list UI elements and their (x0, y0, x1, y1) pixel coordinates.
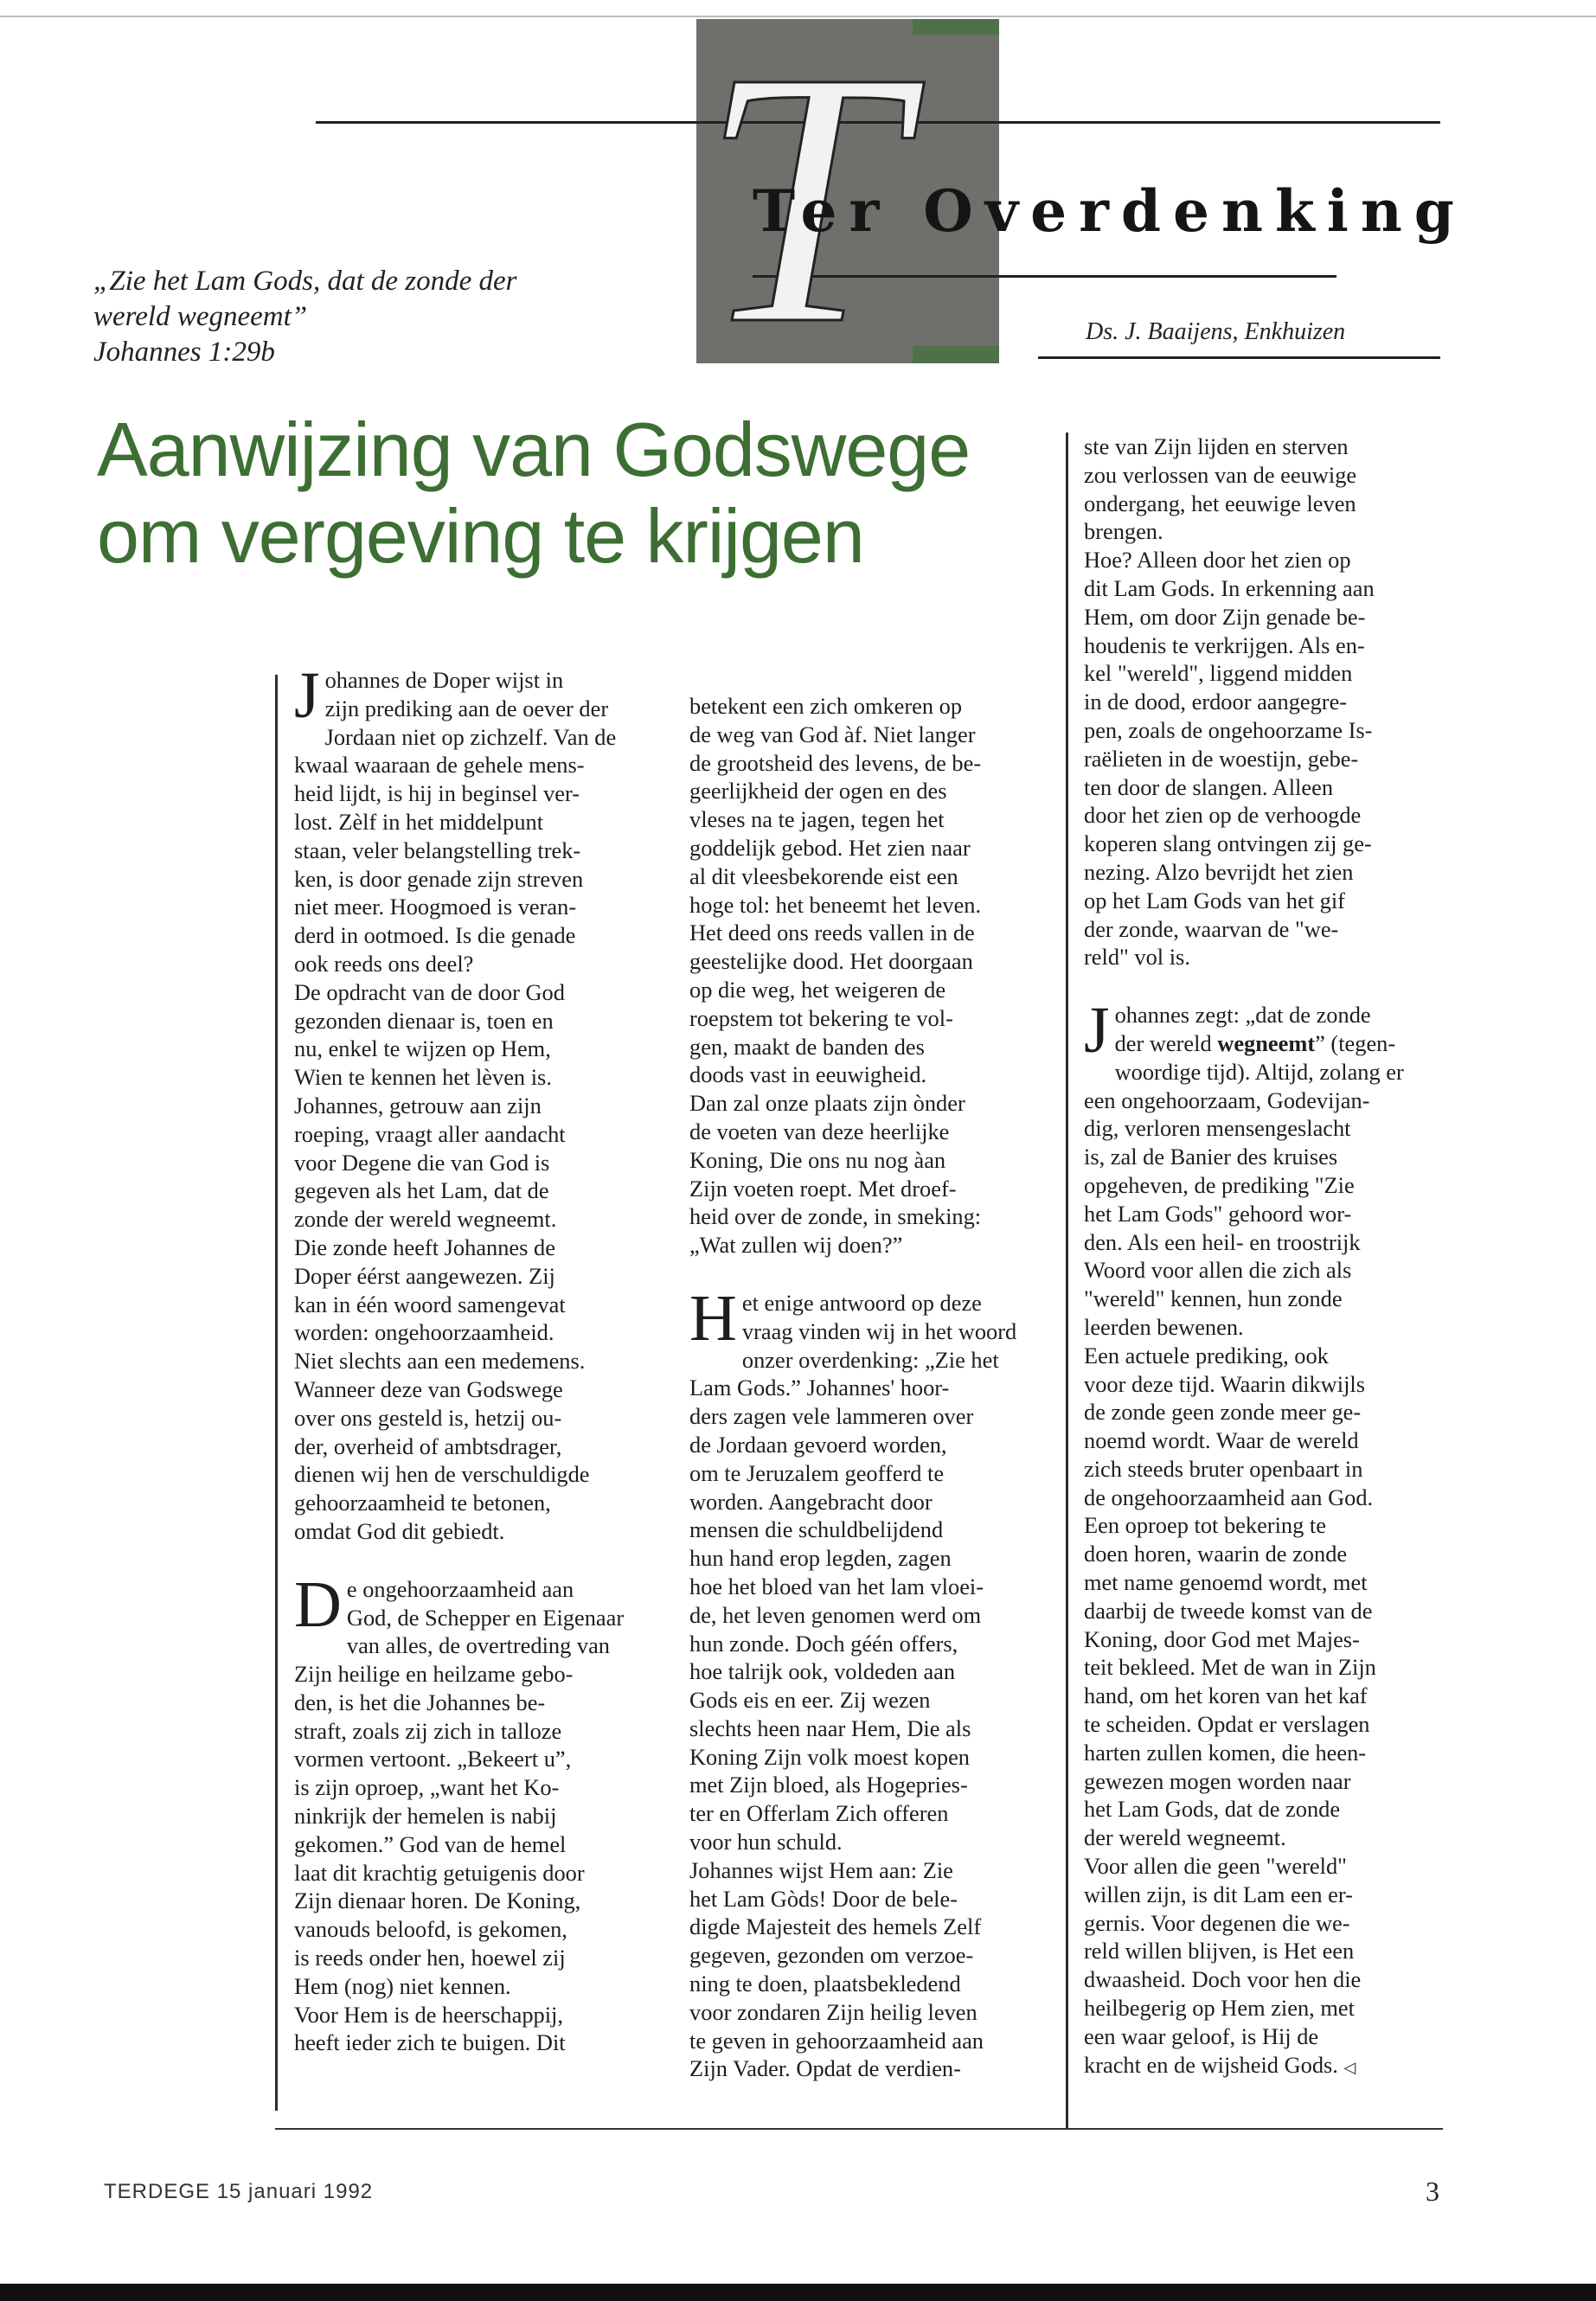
paragraph (294, 1567, 657, 2058)
article-headline (97, 407, 1048, 580)
paragraph-text: ohannes de Doper wijst in zijn prediking aan de oever der Jordaan niet op zichzelf. Van de kwaal waaraan de gehele mens- heid lijdt, is hij in beginsel ver- lost. Zèlf in het middelpunt staan, veler belangstelling trek- ken, is door genade zijn streven niet meer. Hoogmoed is veran- derd in ootmoed. Is die genade ook reeds ons deel? De opdracht van de door God gezonden dienaar is, toen en nu, enkel te wijzen op Hem, Wien te kennen het lèven is. Johannes, getrouw aan zijn roeping, vraagt aller aandacht voor Degene die van God is gegeven als het Lam, dat de zonde der wereld wegneemt. Die zonde heeft Johannes de Doper éérst aangewezen. Zij kan in één woord samengevat worden: ongehoorzaamheid. Niet slechts aan een medemens. Wanneer deze van Godswege over ons gesteld is, hetzij ou- der, overheid of ambtsdrager, dienen wij hen de verschuldigde gehoorzaamheid te betonen, omdat God dit gebiedt. (294, 667, 617, 1544)
end-mark-icon: ◁ (1343, 2058, 1356, 2076)
article-column-3 (1084, 433, 1447, 2081)
scripture-quote (93, 264, 612, 370)
footer-rule (275, 2128, 1443, 2130)
paragraph-text: ste van Zijn lijden en sterven zou verlossen van de eeuwige ondergang, het eeuwige leven brengen. Hoe? Alleen door het zien op dit Lam Gods. In erkenning aan Hem, om door Zijn genade be- houdenis te verkrijgen. Als en- kel "wereld", liggend midden in de dood, erdoor aangegre- pen, zoals de ongehoorzame Is- raëlieten in de woestijn, gebe- ten door de slangen. Alleen door het zien op de verhoogde koperen slang ontvingen zij ge- nezing. Alzo bevrijdt het zien op het Lam Gods van het gif der zonde, waarvan de "we- reld" vol is. (1084, 433, 1375, 971)
paragraph (294, 659, 657, 1546)
column-divider-right (1066, 433, 1068, 2128)
quote-line-1: „Zie het Lam Gods, dat de zonde der (93, 266, 517, 297)
publication-footer: TERDEGE 15 januari 1992 (104, 2180, 374, 2203)
drop-cap: J (294, 659, 320, 732)
headline-line-1: Aanwijzing van Godswege (97, 407, 971, 492)
article-column-2 (689, 692, 1053, 2083)
emphasis-word: wegneemt (1217, 1029, 1316, 1056)
header-green-accent-top (913, 19, 999, 35)
drop-cap: H (689, 1281, 737, 1355)
paragraph-text: ” (tegen- woordige tijd). Altijd, zolang er een ongehoorzaam, Godevijan- dig, verloren mensengeslacht is, zal de Banier des kruises opgeheven, de prediking "Zie het Lam Gods" gehoord wor- den. Als een heil- en troostrijk Woord voor allen die zich als "wereld" kennen, hun zonde leerden bewenen. Een actuele prediking, ook voor deze tijd. Waarin dikwijls de zonde geen zonde meer ge- noemd wordt. Waar de wereld zich steeds bruter openbaart in de ongehoorzaamheid aan God. Een oproep tot bekering te doen horen, waarin de zonde met name genoemd wordt, met daarbij de tweede komst van de Koning, door God met Majes- teit bekleed. Met de wan in Zijn hand, om het koren van het kaf te scheiden. Opdat er verslagen harten zullen komen, die heen- gewezen mogen worden naar het Lam Gods, dat de zonde der wereld wegneemt. Voor allen die geen "wereld" willen zijn, is dit Lam een er- gernis. Voor degenen die we- reld willen blijven, is Het een dwaasheid. Doch voor hen die heilbegerig op Hem zien, met een waar geloof, is Hij de kracht en de wijsheid Gods. (1084, 1029, 1404, 2078)
quote-line-2: wereld wegneemt” (93, 301, 308, 332)
initial-T-letter: T (701, 35, 903, 363)
header-rule-byline (1038, 356, 1440, 359)
page-number: 3 (1426, 2176, 1439, 2207)
article-column-1 (294, 659, 657, 2057)
author-byline: Ds. J. Baaijens, Enkhuizen (1086, 318, 1346, 345)
paragraph-text: e ongehoorzaamheid aan God, de Schepper en Eigenaar van alles, de overtreding van Zijn heilige en heilzame gebo- den, is het die Johannes be- straft, zoals zij zich in talloze vormen vertoont. „Bekeert u”, is zijn oproep, „want het Ko- ninkrijk der hemelen is nabij gekomen.” God van de hemel laat dit krachtig getuigenis door Zijn dienaar horen. De Koning, vanouds beloofd, is gekomen, is reeds onder hen, hoewel zij Hem (nog) niet kennen. Voor Hem is de heerschappij, heeft ieder zich te buigen. Dit (294, 1575, 625, 2056)
headline-line-2: om vergeving te krijgen (97, 493, 864, 579)
paragraph (1084, 994, 1447, 2081)
quote-reference: Johannes 1:29b (93, 336, 275, 368)
scan-bottom-edge (0, 2284, 1596, 2301)
drop-cap: D (294, 1567, 342, 1641)
paragraph-text: betekent een zich omkeren op de weg van God àf. Niet langer de grootsheid des levens, de be- geerlijkheid der ogen en des vleses na te jagen, tegen het goddelijk gebod. Het zien naar al dit vleesbekorende eist een hoge tol: het beneemt het leven. Het deed ons reeds vallen in de geestelijke dood. Het doorgaan op die weg, het weigeren de roepstem tot bekering te vol- gen, maakt de banden des doods vast in eeuwigheid. Dan zal onze plaats zijn ònder de voeten van deze heerlijke Koning, Die ons nu nog àan Zijn voeten roept. Met droef- heid over de zonde, in smeking: „Wat zullen wij doen?” (689, 693, 982, 1259)
paragraph (689, 1281, 1053, 2083)
paragraph-text: et enige antwoord op deze vraag vinden wij in het woord onzer overdenking: „Zie het Lam Gods.” Johannes' hoor- ders zagen vele lammeren over de Jordaan gevoerd worden, om te Jeruzalem geofferd te worden. Aangebracht door mensen die schuldbelijdend hun hand erop legden, zagen hoe het bloed van het lam vloei- de, het leven genomen werd om hun zonde. Doch géén offers, hoe talrijk ook, voldeden aan Gods eis en eer. Zij wezen slechts heen naar Hem, Die als Koning Zijn volk moest kopen met Zijn bloed, als Hogepries- ter en Offerlam Zich offeren voor hun schuld. Johannes wijst Hem aan: Zie het Lam Gòds! Door de bele- digde Majesteit des hemels Zelf gegeven, gezonden om verzoe- ning te doen, plaatsbekledend voor zondaren Zijn heilig leven te geven in gehoorzaamheid aan Zijn Vader. Opdat de verdien- (689, 1289, 1017, 2082)
drop-cap: J (1084, 994, 1110, 1067)
page-top-edge (0, 0, 1596, 17)
column-divider-left (275, 675, 278, 2111)
paragraph-text: ohannes zegt: „dat de zonde der wereld (1114, 1002, 1371, 1056)
section-title: Ter Overdenking (753, 177, 1466, 245)
